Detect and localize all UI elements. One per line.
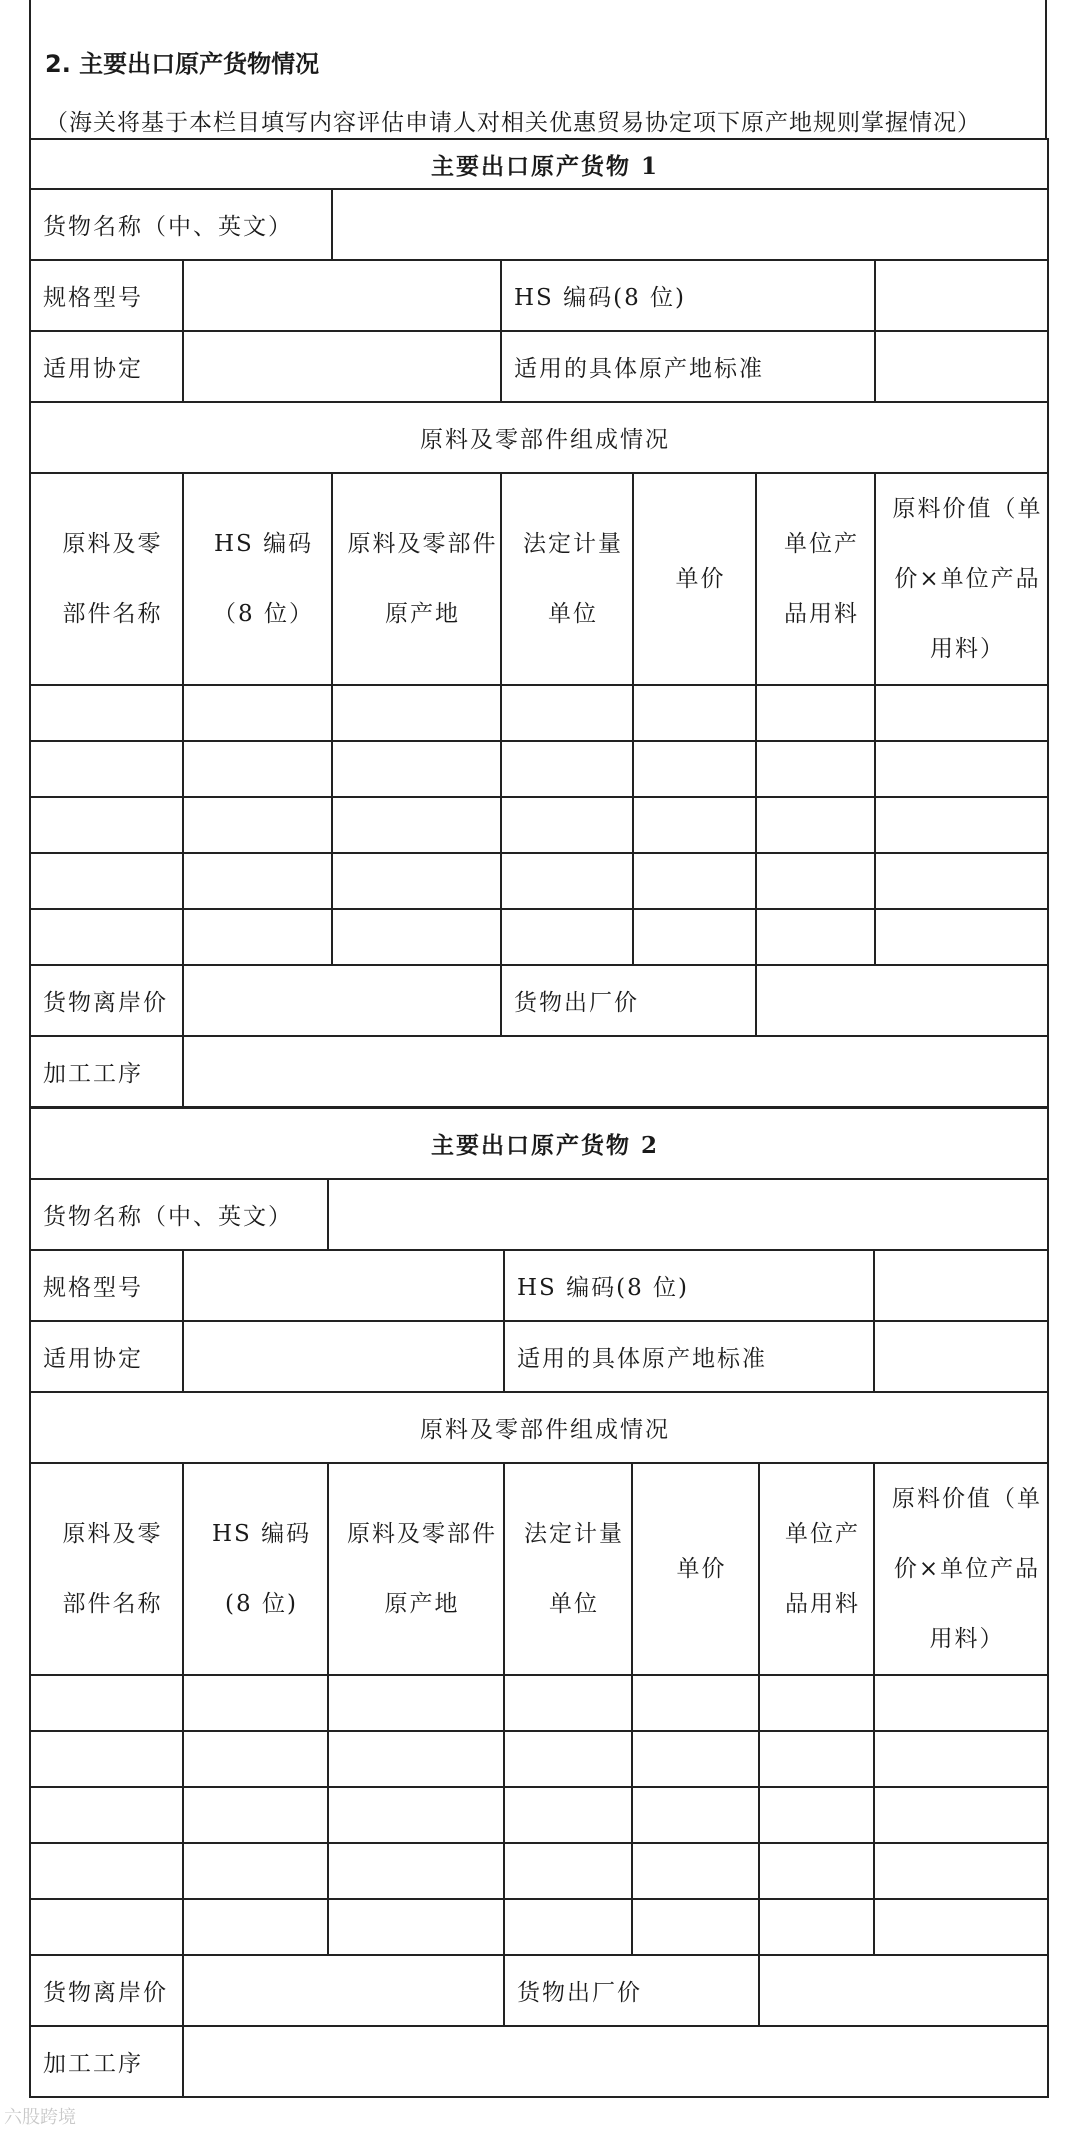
goods-1-spec-field[interactable] [183,260,501,331]
goods-1-origin-standard-label: 适用的具体原产地标准 [501,331,875,402]
goods-2-composition-label: 原料及零部件组成情况 [30,1392,1048,1463]
goods-2-col-unit: 法定计量 单位 [504,1463,632,1675]
table-row [30,797,1048,853]
goods-2-exw-field[interactable] [759,1955,1048,2026]
goods-1-exw-field[interactable] [756,965,1048,1036]
goods-1-col-price: 单价 [633,473,756,685]
goods-1-composition-label: 原料及零部件组成情况 [30,402,1048,473]
goods-2-col-hs: HS 编码 (8 位) [183,1463,328,1675]
goods-1-process-label: 加工工序 [30,1036,183,1107]
table-row [30,1731,1048,1787]
goods-2-col-material-name: 原料及零 部件名称 [30,1463,183,1675]
goods-2-origin-standard-label: 适用的具体原产地标准 [504,1321,874,1392]
goods-1-table [29,138,1049,1108]
goods-2-heading: 主要出口原产货物 2 [30,1108,1048,1179]
goods-1-col-unit: 法定计量 单位 [501,473,633,685]
goods-1-hs-label: HS 编码(8 位) [501,260,875,331]
goods-2-table [29,1107,1049,2098]
goods-1-fob-label: 货物离岸价 [30,965,183,1036]
table-row [30,1899,1048,1955]
goods-2-origin-standard-field[interactable] [874,1321,1048,1392]
goods-1-agreement-label: 适用协定 [30,331,183,402]
goods-1-exw-label: 货物出厂价 [501,965,756,1036]
section-note: （海关将基于本栏目填写内容评估申请人对相关优惠贸易协定项下原产地规则掌握情况） [45,110,981,136]
goods-2-col-origin: 原料及零部件 原产地 [328,1463,504,1675]
goods-1-process-field[interactable] [183,1036,1048,1107]
goods-2-fob-field[interactable] [183,1955,504,2026]
goods-1-col-hs: HS 编码 （8 位） [183,473,332,685]
goods-1-spec-label: 规格型号 [30,260,183,331]
goods-1-fob-field[interactable] [183,965,501,1036]
goods-2-col-value: 原料价值（单 价×单位产品 用料） [874,1463,1048,1675]
goods-2-hs-field[interactable] [874,1250,1048,1321]
goods-2-name-label: 货物名称（中、英文） [30,1179,328,1250]
goods-1-hs-field[interactable] [875,260,1048,331]
goods-1-col-usage: 单位产 品用料 [756,473,875,685]
table-row [30,909,1048,965]
section-title: 2. 主要出口原产货物情况 [45,50,320,78]
goods-1-name-label: 货物名称（中、英文） [30,189,332,260]
goods-1-heading: 主要出口原产货物 1 [30,139,1048,189]
table-row [30,853,1048,909]
goods-1-col-value: 原料价值（单 价×单位产品 用料） [875,473,1048,685]
table-row [30,741,1048,797]
goods-2-exw-label: 货物出厂价 [504,1955,759,2026]
table-row [30,685,1048,741]
goods-1-name-field[interactable] [332,189,1048,260]
goods-2-process-field[interactable] [183,2026,1048,2097]
goods-2-spec-label: 规格型号 [30,1250,183,1321]
goods-2-col-usage: 单位产 品用料 [759,1463,874,1675]
goods-2-process-label: 加工工序 [30,2026,183,2097]
table-row [30,1787,1048,1843]
table-row [30,1675,1048,1731]
goods-2-agreement-field[interactable] [183,1321,504,1392]
goods-1-origin-standard-field[interactable] [875,331,1048,402]
goods-2-col-price: 单价 [632,1463,759,1675]
section-header [29,0,1047,139]
goods-1-agreement-field[interactable] [183,331,501,402]
goods-2-spec-field[interactable] [183,1250,504,1321]
goods-2-name-field[interactable] [328,1179,1048,1250]
goods-2-hs-label: HS 编码(8 位) [504,1250,874,1321]
goods-2-agreement-label: 适用协定 [30,1321,183,1392]
watermark: 六股跨境 [4,2107,76,2128]
goods-2-fob-label: 货物离岸价 [30,1955,183,2026]
goods-1-col-material-name: 原料及零 部件名称 [30,473,183,685]
table-row [30,1843,1048,1899]
goods-1-col-origin: 原料及零部件 原产地 [332,473,501,685]
